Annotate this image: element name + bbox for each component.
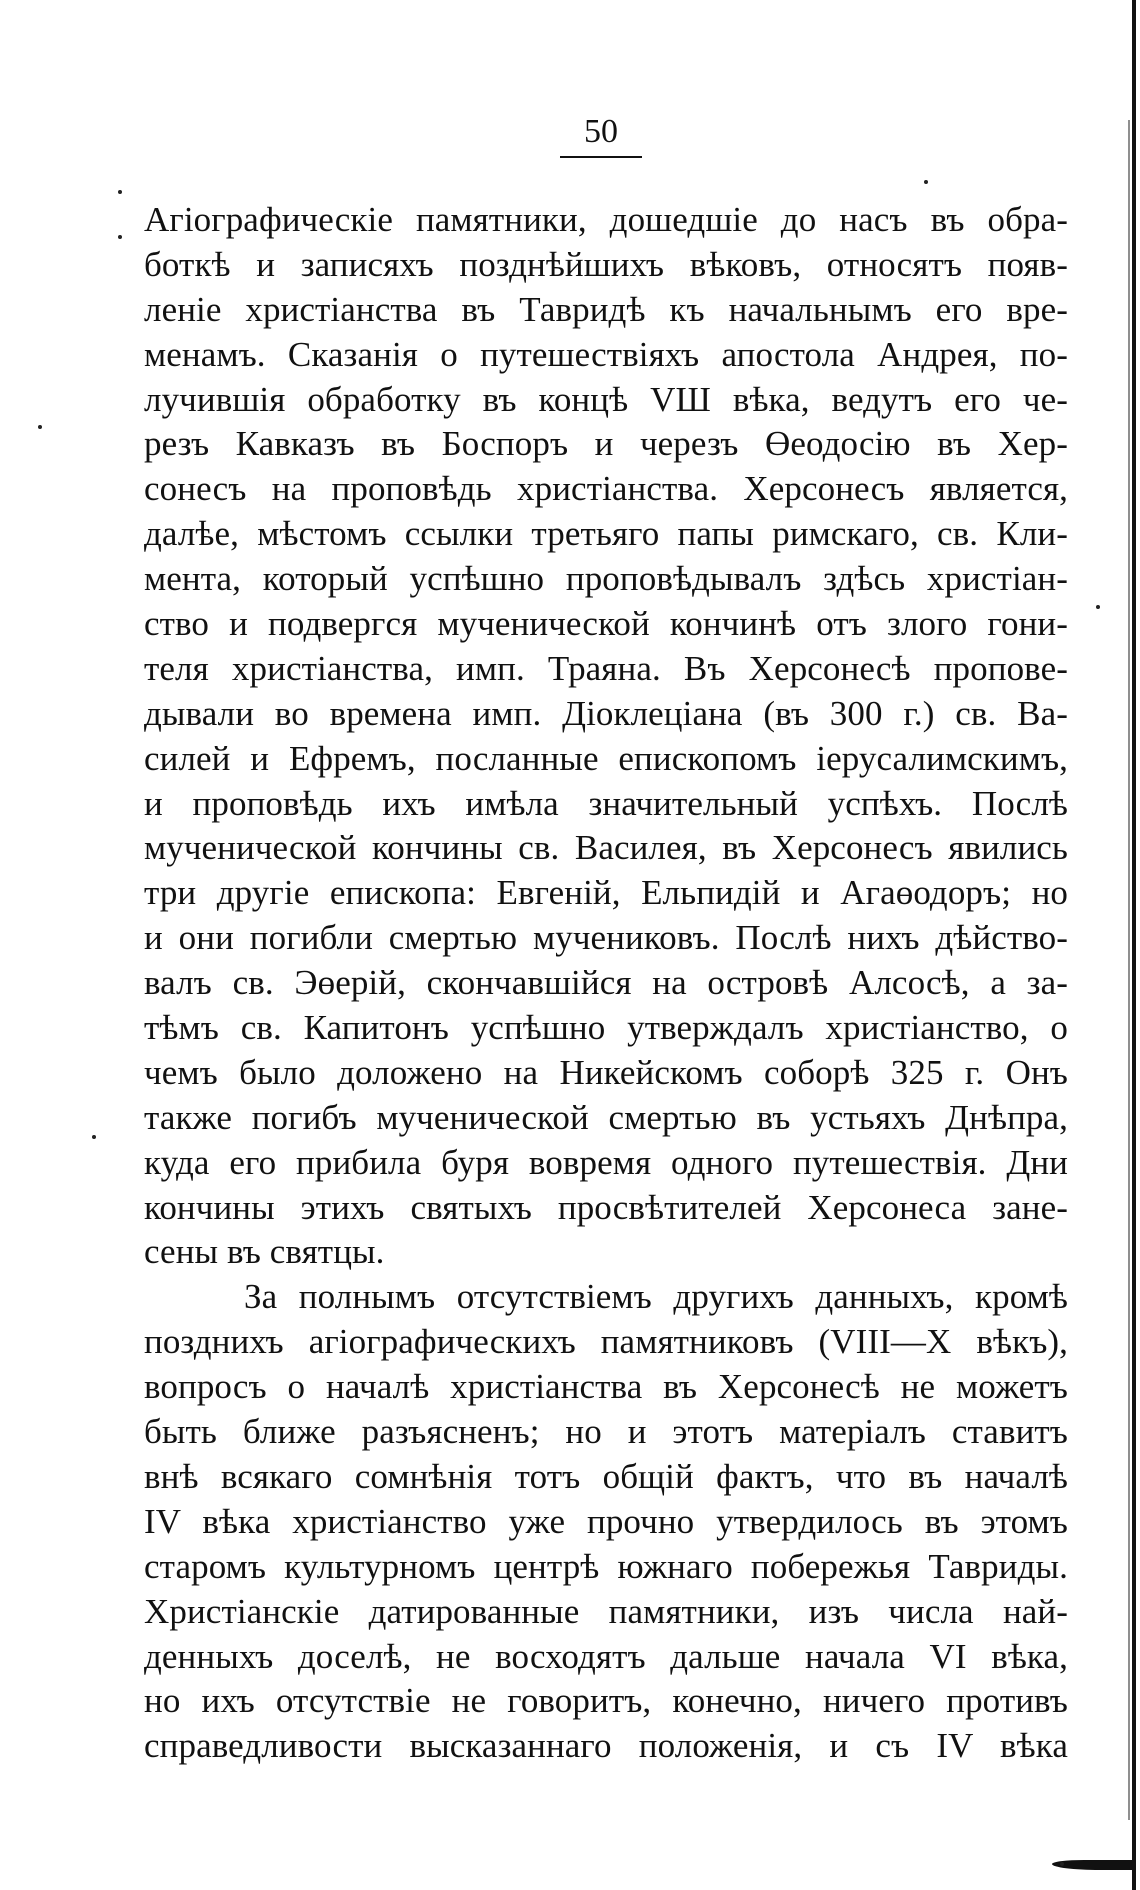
scan-speck xyxy=(92,1135,96,1139)
page-binding-shadow xyxy=(1128,120,1130,1820)
text-line: мента, который успѣшно проповѣдывалъ здѣсь христіан- xyxy=(144,559,1068,599)
scan-speck xyxy=(1096,605,1100,609)
text-line: быть ближе разъясненъ; но и этотъ матеріалъ ставитъ xyxy=(144,1412,1068,1452)
scan-speck xyxy=(924,180,928,184)
text-line: Агіографическіе памятники, дошедшіе до насъ въ обра- xyxy=(144,200,1068,239)
text-line: лучившія обработку въ концѣ VШ вѣка, ведутъ его че- xyxy=(144,379,1068,419)
body-text xyxy=(144,198,1068,1769)
text-line: чемъ было доложено на Никейскомъ соборѣ 325 г. Онъ xyxy=(144,1052,1068,1092)
scan-speck xyxy=(1060,1862,1064,1866)
page-number: 50 xyxy=(560,112,642,158)
text-line: мученической кончины св. Василея, въ Херсонесъ явились xyxy=(144,828,1068,868)
text-line-paragraph-end: сены въ святцы. xyxy=(144,1232,385,1272)
text-line: и они погибли смертью мучениковъ. Послѣ нихъ дѣйство- xyxy=(144,918,1068,958)
text-line: леніе христіанства въ Тавридѣ къ начальнымъ его вре- xyxy=(144,289,1068,329)
text-line: но ихъ отсутствіе не говоритъ, конечно, ничего противъ xyxy=(144,1681,1068,1721)
page-binding-edge xyxy=(1132,0,1136,1890)
text-line: справедливости высказаннаго положенія, и съ IV вѣка xyxy=(144,1726,1068,1766)
text-line: позднихъ агіографическихъ памятниковъ (VIII—X вѣкъ), xyxy=(144,1322,1068,1362)
text-line: ство и подвергся мученической кончинѣ отъ злого гони- xyxy=(144,604,1068,644)
text-line: теля христіанства, имп. Траяна. Въ Херсонесѣ пропове- xyxy=(144,648,1068,688)
scan-smudge xyxy=(1052,1860,1132,1870)
text-line-paragraph-start: За полнымъ отсутствіемъ другихъ данныхъ, кромѣ xyxy=(244,1277,1068,1317)
text-line: дывали во времена имп. Діоклеціана (въ 300 г.) св. Ва- xyxy=(144,693,1068,733)
text-line: Христіанскіе датированные памятники, изъ числа най- xyxy=(144,1591,1068,1631)
scan-speck xyxy=(118,190,122,194)
text-line: кончины этихъ святыхъ просвѣтителей Херсонеса зане- xyxy=(144,1187,1068,1227)
text-line: и проповѣдь ихъ имѣла значительный успѣхъ. Послѣ xyxy=(144,783,1068,823)
text-line: внѣ всякаго сомнѣнія тотъ общій фактъ, что въ началѣ xyxy=(144,1456,1068,1496)
text-line: силей и Ефремъ, посланные епископомъ іерусалимскимъ, xyxy=(144,738,1068,778)
text-line: резъ Кавказъ въ Боспоръ и черезъ Өеодосію въ Хер- xyxy=(144,424,1068,464)
text-line: куда его прибила буря вовремя одного путешествія. Дни xyxy=(144,1142,1068,1182)
text-line: менамъ. Сказанія о путешествіяхъ апостола Андрея, по- xyxy=(144,334,1068,374)
text-line: вопросъ о началѣ христіанства въ Херсонесѣ не можетъ xyxy=(144,1367,1068,1407)
text-line: также погибъ мученической смертью въ устьяхъ Днѣпра, xyxy=(144,1097,1068,1137)
text-line: IV вѣка христіанство уже прочно утвердилось въ этомъ xyxy=(144,1501,1068,1541)
text-line: валъ св. Эөерій, скончавшійся на островѣ Алсосѣ, а за- xyxy=(144,963,1068,1003)
text-line: три другіе епископа: Евгеній, Ельпидій и Агаөодоръ; но xyxy=(144,873,1068,913)
text-line: тѣмъ св. Капитонъ успѣшно утверждалъ христіанство, о xyxy=(144,1008,1068,1048)
text-line: старомъ культурномъ центрѣ южнаго побережья Тавриды. xyxy=(144,1546,1068,1586)
text-line: боткѣ и записяхъ позднѣйшихъ вѣковъ, относятъ появ- xyxy=(144,244,1068,284)
text-line: сонесъ на проповѣдь христіанства. Херсонесъ является, xyxy=(144,469,1068,509)
text-line: денныхъ доселѣ, не восходятъ дальше начала VI вѣка, xyxy=(144,1636,1068,1676)
scan-speck xyxy=(38,425,42,429)
scan-speck xyxy=(118,235,122,239)
text-line: далѣе, мѣстомъ ссылки третьяго папы римскаго, св. Кли- xyxy=(144,514,1068,554)
